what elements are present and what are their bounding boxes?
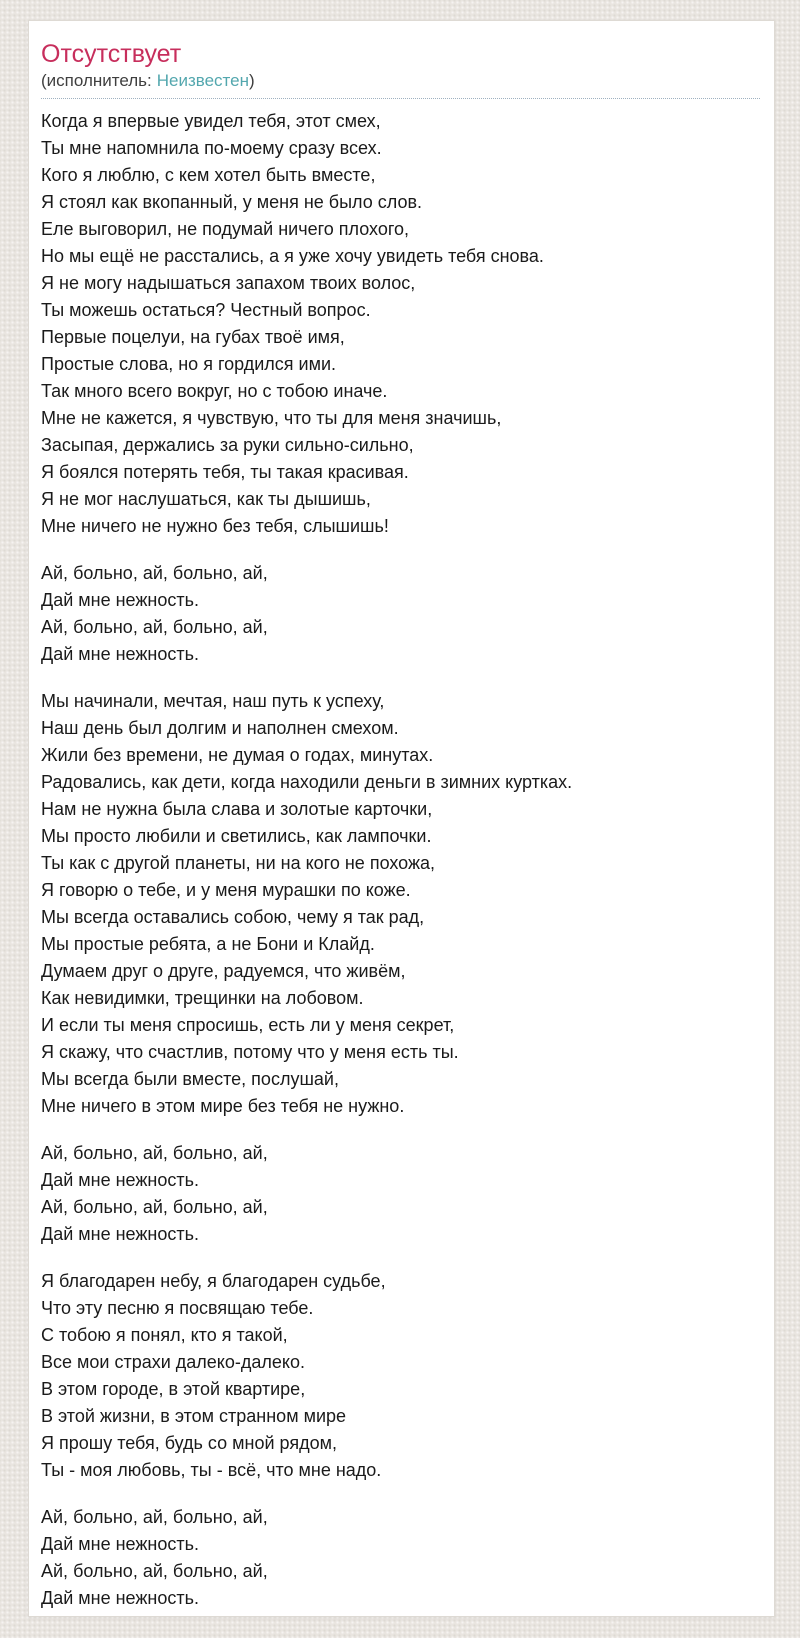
lyric-line: Ай, больно, ай, больно, ай, bbox=[41, 1197, 268, 1217]
artist-label: (исполнитель: bbox=[41, 71, 152, 90]
artist-line bbox=[41, 70, 760, 99]
lyric-line: Наш день был долгим и наполнен смехом. bbox=[41, 718, 399, 738]
lyric-line: Мы начинали, мечтая, наш путь к успеху, bbox=[41, 691, 385, 711]
lyric-line: Мне не кажется, я чувствую, что ты для меня значишь, bbox=[41, 408, 502, 428]
lyric-line: Мне ничего в этом мире без тебя не нужно. bbox=[41, 1096, 405, 1116]
lyric-line: Дай мне нежность. bbox=[41, 1534, 199, 1554]
lyrics-text bbox=[41, 108, 760, 1612]
stanza bbox=[41, 1140, 760, 1248]
stanza bbox=[41, 560, 760, 668]
lyric-line: Что эту песню я посвящаю тебе. bbox=[41, 1298, 314, 1318]
lyric-line: Как невидимки, трещинки на лобовом. bbox=[41, 988, 364, 1008]
lyric-line: Думаем друг о друге, радуемся, что живём, bbox=[41, 961, 406, 981]
lyric-line: Я не мог наслушаться, как ты дышишь, bbox=[41, 489, 371, 509]
stanza bbox=[41, 1504, 760, 1612]
lyric-line: Жили без времени, не думая о годах, минутах. bbox=[41, 745, 434, 765]
lyric-line: Кого я люблю, с кем хотел быть вместе, bbox=[41, 165, 376, 185]
lyric-line: Еле выговорил, не подумай ничего плохого, bbox=[41, 219, 410, 239]
lyric-line: Ай, больно, ай, больно, ай, bbox=[41, 563, 268, 583]
lyric-line: Ты мне напомнила по-моему сразу всех. bbox=[41, 138, 382, 158]
stanza bbox=[41, 108, 760, 540]
lyric-line: Дай мне нежность. bbox=[41, 1170, 199, 1190]
lyric-line: Дай мне нежность. bbox=[41, 1224, 199, 1244]
stanza bbox=[41, 1268, 760, 1484]
lyric-line: Дай мне нежность. bbox=[41, 1588, 199, 1608]
lyric-line: Я прошу тебя, будь со мной рядом, bbox=[41, 1433, 337, 1453]
lyric-line: Я боялся потерять тебя, ты такая красивая. bbox=[41, 462, 409, 482]
lyric-line: Ай, больно, ай, больно, ай, bbox=[41, 617, 268, 637]
lyric-line: Ай, больно, ай, больно, ай, bbox=[41, 1143, 268, 1163]
lyric-line: Я благодарен небу, я благодарен судьбе, bbox=[41, 1271, 386, 1291]
lyric-line: Я говорю о тебе, и у меня мурашки по коже. bbox=[41, 880, 411, 900]
lyric-line: Засыпая, держались за руки сильно-сильно, bbox=[41, 435, 414, 455]
lyric-line: Первые поцелуи, на губах твоё имя, bbox=[41, 327, 345, 347]
lyric-line: Мне ничего не нужно без тебя, слышишь! bbox=[41, 516, 389, 536]
lyric-line: В этой жизни, в этом странном мире bbox=[41, 1406, 347, 1426]
lyrics-card bbox=[28, 20, 775, 1617]
stanza bbox=[41, 688, 760, 1120]
lyric-line: Дай мне нежность. bbox=[41, 644, 199, 664]
lyric-line: Простые слова, но я гордился ими. bbox=[41, 354, 337, 374]
lyric-line: Мы простые ребята, а не Бони и Клайд. bbox=[41, 934, 375, 954]
lyric-line: Ты как с другой планеты, ни на кого не похожа, bbox=[41, 853, 436, 873]
lyric-line: Я скажу, что счастлив, потому что у меня есть ты. bbox=[41, 1042, 459, 1062]
lyric-line: Ты можешь остаться? Честный вопрос. bbox=[41, 300, 371, 320]
lyric-line: Мы просто любили и светились, как лампочки. bbox=[41, 826, 432, 846]
artist-close-paren: ) bbox=[249, 71, 255, 90]
lyric-line: Я не могу надышаться запахом твоих волос, bbox=[41, 273, 416, 293]
artist-link[interactable]: Неизвестен bbox=[156, 71, 249, 90]
lyric-line: Мы всегда оставались собою, чему я так рад, bbox=[41, 907, 425, 927]
lyric-line: Мы всегда были вместе, послушай, bbox=[41, 1069, 339, 1089]
lyric-line: Когда я впервые увидел тебя, этот смех, bbox=[41, 111, 381, 131]
lyric-line: Ай, больно, ай, больно, ай, bbox=[41, 1507, 268, 1527]
lyric-line: Дай мне нежность. bbox=[41, 590, 199, 610]
lyric-line: Радовались, как дети, когда находили деньги в зимних куртках. bbox=[41, 772, 573, 792]
lyric-line: Я стоял как вкопанный, у меня не было слов. bbox=[41, 192, 423, 212]
lyric-line: Но мы ещё не расстались, а я уже хочу увидеть тебя снова. bbox=[41, 246, 544, 266]
lyric-line: Ты - моя любовь, ты - всё, что мне надо. bbox=[41, 1460, 382, 1480]
lyric-line: Так много всего вокруг, но с тобою иначе. bbox=[41, 381, 388, 401]
lyric-line: В этом городе, в этой квартире, bbox=[41, 1379, 306, 1399]
lyric-line: С тобою я понял, кто я такой, bbox=[41, 1325, 288, 1345]
lyric-line: Все мои страхи далеко-далеко. bbox=[41, 1352, 306, 1372]
song-title: Отсутствует bbox=[41, 40, 182, 68]
lyric-line: Нам не нужна была слава и золотые карточки, bbox=[41, 799, 433, 819]
lyric-line: Ай, больно, ай, больно, ай, bbox=[41, 1561, 268, 1581]
lyric-line: И если ты меня спросишь, есть ли у меня секрет, bbox=[41, 1015, 455, 1035]
